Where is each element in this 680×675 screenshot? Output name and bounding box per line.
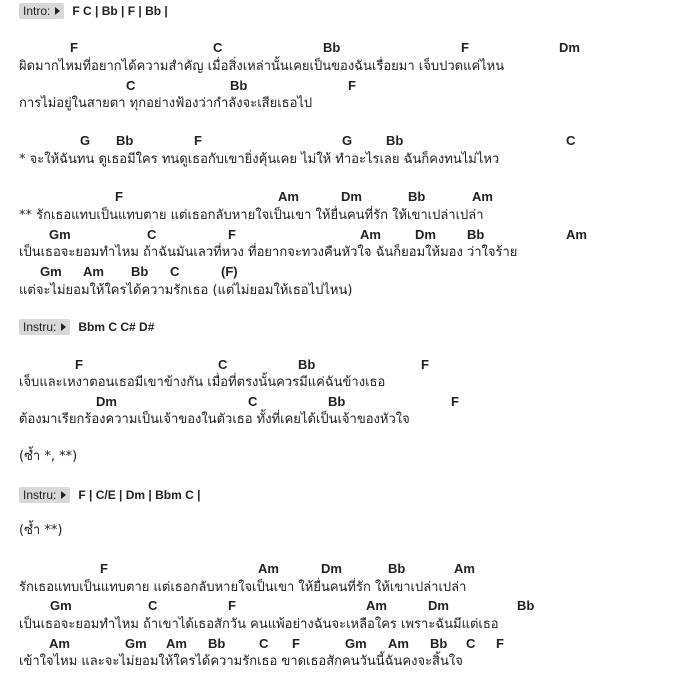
chord: Bb [467, 227, 485, 242]
chord: Dm [341, 189, 362, 204]
chord: F [115, 189, 123, 204]
chord: Bb [230, 78, 248, 93]
chord: Am [388, 636, 409, 651]
repeat-note: (ซ้ำ **) [19, 523, 63, 538]
play-triangle-icon [55, 7, 60, 15]
instru-sequence: Bbm C C# D# [78, 319, 155, 334]
lyric-line: แต่จะไม่ยอมให้ใครได้ความรักเธอ (แต่ไม่ยอมให้เธอไปไหน) [19, 283, 353, 298]
lyric-line: เป็นเธอจะยอมทำไหม ถ้าฉันมันเลวที่หวง ที่อยากจะทวงคืนหัวใจ ฉันก็ยอมให้มอง ว่าใจร้าย [19, 245, 518, 260]
chord: Bb [430, 636, 448, 651]
chord: C [213, 40, 223, 55]
instru-tag [19, 486, 200, 503]
chord: Dm [96, 394, 117, 409]
lyric-line: ต้องมาเรียกร้องความเป็นเจ้าของในตัวเธอ ทั้งที่เคยได้เป็นเจ้าของหัวใจ [19, 412, 410, 427]
lyric-line: ผิดมากไหมที่อยากได้ความสำคัญ เมื่อสิ่งเหล่านั้นเคยเป็นของฉันเรื่อยมา เจ็บปวดแค่ไหน [19, 59, 505, 74]
chord: Bb [408, 189, 426, 204]
instru-sequence: F | C/E | Dm | Bbm C | [78, 487, 201, 502]
chord: Dm [415, 227, 436, 242]
intro-label: Intro: [19, 3, 64, 19]
chord: Am [166, 636, 187, 651]
chord: F [348, 78, 356, 93]
chord: Gm [49, 227, 71, 242]
lyric-line: เข้าใจไหม และจะไม่ยอมให้ใครได้ความรักเธอ ขาดเธอสักคนวันนี้ฉันคงจะสิ้นใจ [19, 654, 463, 669]
chord: Bb [116, 133, 134, 148]
chord: C [566, 133, 576, 148]
chord: F [421, 357, 429, 372]
lyric-line: เป็นเธอจะยอมทำไหม ถ้าเขาได้เธอสักวัน คนแพ้อย่างฉันจะเหลือใคร เพราะฉันมีแต่เธอ [19, 617, 499, 632]
play-triangle-icon [61, 491, 66, 499]
chord: Dm [321, 561, 342, 576]
chord: F [75, 357, 83, 372]
instru-label: Instru: [19, 319, 70, 335]
chord: F [70, 40, 78, 55]
chord: Bb [298, 357, 316, 372]
chord: F [451, 394, 459, 409]
chord: C [126, 78, 136, 93]
chord: F [228, 227, 236, 242]
chord: F [292, 636, 300, 651]
chord: C [148, 598, 158, 613]
chord: Dm [559, 40, 580, 55]
repeat-note: (ซ้ำ *, **) [19, 449, 78, 464]
chord: C [170, 264, 180, 279]
chord: F [100, 561, 108, 576]
instru-label: Instru: [19, 487, 70, 503]
chord: Gm [50, 598, 72, 613]
chord: F [194, 133, 202, 148]
chord: Am [454, 561, 475, 576]
chord: Gm [40, 264, 62, 279]
intro-sequence: F C | Bb | F | Bb | [72, 3, 168, 18]
intro-tag [19, 2, 168, 19]
chord: Am [258, 561, 279, 576]
chord: Bb [208, 636, 226, 651]
chord: C [259, 636, 269, 651]
chord: F [228, 598, 236, 613]
chord: Gm [125, 636, 147, 651]
chord: Am [472, 189, 493, 204]
chord: Bb [386, 133, 404, 148]
chord: C [147, 227, 157, 242]
play-triangle-icon [61, 323, 66, 331]
lyric-line: * จะให้ฉันทน ดูเธอมีใคร ทนดูเธอกับเขายิ่งคุ้นเคย ไม่ให้ ทำอะไรเลย ฉันก็คงทนไม่ไหว [19, 152, 500, 167]
chord: Dm [428, 598, 449, 613]
chord: Am [278, 189, 299, 204]
lyric-line: ** รักเธอแทบเป็นแทบตาย แต่เธอกลับหายใจเป็นเขา ให้ยื่นคนที่รัก ให้เขาเปล่าเปล่า [19, 208, 484, 223]
chord: C [466, 636, 476, 651]
chord: Am [83, 264, 104, 279]
chord: Bb [388, 561, 406, 576]
instru-tag [19, 318, 154, 335]
chord: Bb [323, 40, 341, 55]
chord: Gm [345, 636, 367, 651]
chord: Am [566, 227, 587, 242]
lyric-line: การไม่อยู่ในสายตา ทุกอย่างฟ้องว่ากำลังจะเสียเธอไป [19, 96, 313, 111]
chord: Am [366, 598, 387, 613]
chord: Bb [328, 394, 346, 409]
chord: G [342, 133, 353, 148]
lyric-line: เจ็บและเหงาตอนเธอมีเขาข้างกัน เมื่อที่ตรงนั้นควรมีแค่ฉันข้างเธอ [19, 375, 386, 390]
chord: Bb [517, 598, 535, 613]
chord: Am [49, 636, 70, 651]
chord: Am [360, 227, 381, 242]
chord: C [248, 394, 258, 409]
chord: G [80, 133, 91, 148]
chord: F [496, 636, 504, 651]
chord: Bb [131, 264, 149, 279]
chord: C [218, 357, 228, 372]
chord: F [461, 40, 469, 55]
chord: (F) [221, 264, 238, 279]
lyric-line: รักเธอแทบเป็นแทบตาย แต่เธอกลับหายใจเป็นเขา ให้ยื่นคนที่รัก ให้เขาเปล่าเปล่า [19, 580, 467, 595]
